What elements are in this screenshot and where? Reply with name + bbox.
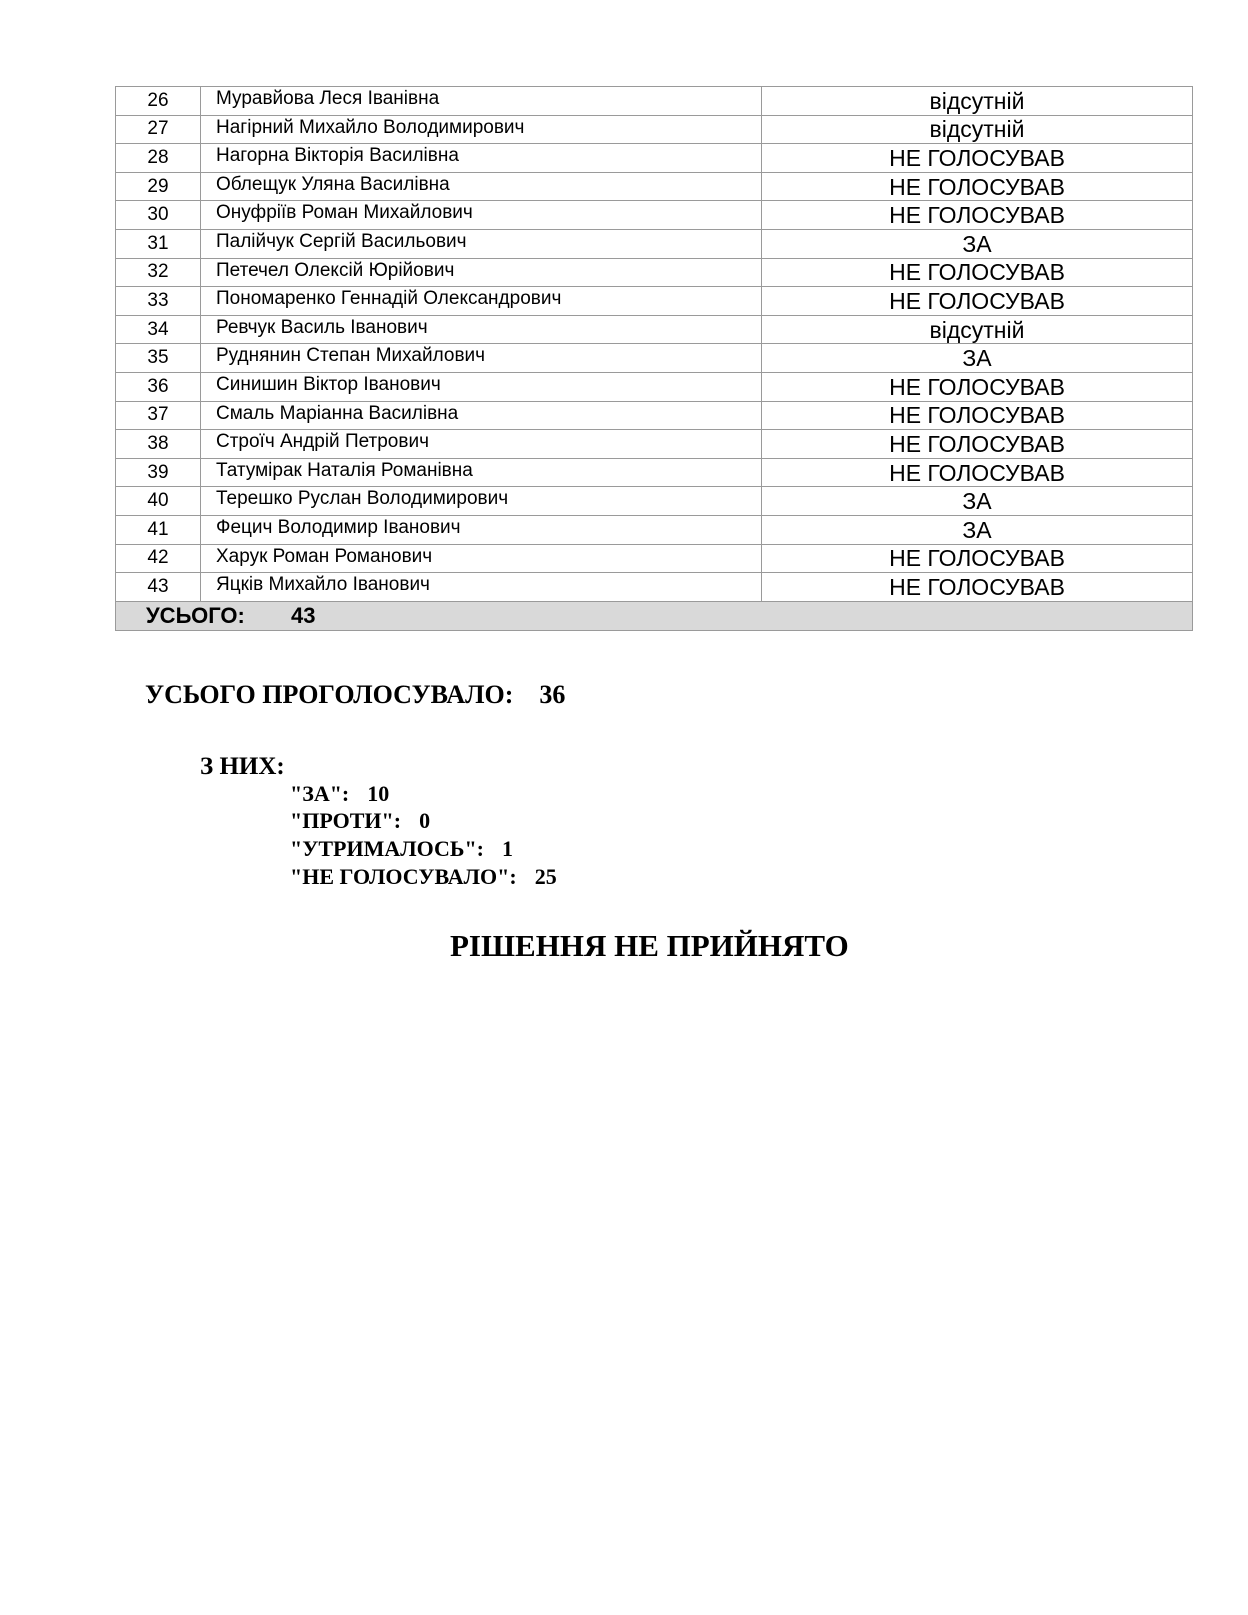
deputy-name: Харук Роман Романович xyxy=(201,544,762,573)
table-row xyxy=(116,87,1193,116)
vote-result: відсутній xyxy=(762,315,1193,344)
table-row xyxy=(116,258,1193,287)
table-row xyxy=(116,115,1193,144)
deputy-name: Петечел Олексій Юрійович xyxy=(201,258,762,287)
breakdown-label: "ПРОТИ": xyxy=(290,808,402,833)
vote-result: НЕ ГОЛОСУВАВ xyxy=(762,372,1193,401)
vote-result: ЗА xyxy=(762,229,1193,258)
deputy-name: Синишин Віктор Іванович xyxy=(201,372,762,401)
row-number: 37 xyxy=(116,401,201,430)
row-number: 43 xyxy=(116,573,201,602)
vote-results-table xyxy=(115,86,1193,631)
row-number: 26 xyxy=(116,87,201,116)
decision-result: РІШЕННЯ НЕ ПРИЙНЯТО xyxy=(450,928,849,963)
table-row xyxy=(116,458,1193,487)
deputy-name: Ревчук Василь Іванович xyxy=(201,315,762,344)
table-row xyxy=(116,401,1193,430)
total-voted-label: УСЬОГО ПРОГОЛОСУВАЛО: xyxy=(145,680,514,709)
breakdown-for xyxy=(290,781,389,807)
deputy-name: Палійчук Сергій Васильович xyxy=(201,229,762,258)
vote-result: ЗА xyxy=(762,487,1193,516)
row-number: 30 xyxy=(116,201,201,230)
breakdown-value: 25 xyxy=(534,864,557,889)
table-total-row xyxy=(116,601,1193,630)
breakdown-value: 1 xyxy=(501,836,513,861)
table-row xyxy=(116,172,1193,201)
vote-result: НЕ ГОЛОСУВАВ xyxy=(762,287,1193,316)
table-row xyxy=(116,144,1193,173)
table-row xyxy=(116,430,1193,459)
deputy-name: Муравйова Леся Іванівна xyxy=(201,87,762,116)
vote-result: НЕ ГОЛОСУВАВ xyxy=(762,401,1193,430)
deputy-name: Строїч Андрій Петрович xyxy=(201,430,762,459)
row-number: 39 xyxy=(116,458,201,487)
vote-result: НЕ ГОЛОСУВАВ xyxy=(762,201,1193,230)
total-label: УСЬОГО: xyxy=(146,602,245,628)
table-row xyxy=(116,201,1193,230)
deputy-name: Нагірний Михайло Володимирович xyxy=(201,115,762,144)
total-value: 43 xyxy=(291,602,316,628)
vote-result: НЕ ГОЛОСУВАВ xyxy=(762,172,1193,201)
table-row xyxy=(116,372,1193,401)
vote-result: відсутній xyxy=(762,87,1193,116)
total-voted-line xyxy=(145,680,565,710)
row-number: 31 xyxy=(116,229,201,258)
breakdown-label: "НЕ ГОЛОСУВАЛО": xyxy=(290,864,517,889)
breakdown-not-voted xyxy=(290,864,557,890)
breakdown-label: "ЗА": xyxy=(290,781,350,806)
vote-result: НЕ ГОЛОСУВАВ xyxy=(762,544,1193,573)
table-row xyxy=(116,544,1193,573)
breakdown-label: "УТРИМАЛОСЬ": xyxy=(290,836,484,861)
row-number: 29 xyxy=(116,172,201,201)
vote-result: НЕ ГОЛОСУВАВ xyxy=(762,144,1193,173)
table-row xyxy=(116,315,1193,344)
vote-result: НЕ ГОЛОСУВАВ xyxy=(762,430,1193,459)
of-them-label: З НИХ: xyxy=(200,753,285,780)
deputy-name: Терешко Руслан Володимирович xyxy=(201,487,762,516)
row-number: 40 xyxy=(116,487,201,516)
row-number: 36 xyxy=(116,372,201,401)
row-number: 41 xyxy=(116,515,201,544)
vote-result: відсутній xyxy=(762,115,1193,144)
breakdown-against xyxy=(290,808,430,834)
table-row xyxy=(116,344,1193,373)
row-number: 28 xyxy=(116,144,201,173)
row-number: 38 xyxy=(116,430,201,459)
deputy-name: Фецич Володимир Іванович xyxy=(201,515,762,544)
breakdown-value: 0 xyxy=(419,808,431,833)
row-number: 35 xyxy=(116,344,201,373)
table-row xyxy=(116,229,1193,258)
deputy-name: Пономаренко Геннадій Олександрович xyxy=(201,287,762,316)
row-number: 34 xyxy=(116,315,201,344)
breakdown-abstained xyxy=(290,836,513,862)
vote-result: НЕ ГОЛОСУВАВ xyxy=(762,573,1193,602)
deputy-name: Нагорна Вікторія Василівна xyxy=(201,144,762,173)
vote-result: ЗА xyxy=(762,344,1193,373)
deputy-name: Онуфріїв Роман Михайлович xyxy=(201,201,762,230)
row-number: 42 xyxy=(116,544,201,573)
table-row xyxy=(116,287,1193,316)
total-voted-value: 36 xyxy=(539,680,566,709)
table-row xyxy=(116,515,1193,544)
vote-result: НЕ ГОЛОСУВАВ xyxy=(762,458,1193,487)
table-row xyxy=(116,487,1193,516)
row-number: 27 xyxy=(116,115,201,144)
breakdown-value: 10 xyxy=(367,781,390,806)
vote-result: ЗА xyxy=(762,515,1193,544)
row-number: 33 xyxy=(116,287,201,316)
row-number: 32 xyxy=(116,258,201,287)
table-row xyxy=(116,573,1193,602)
vote-result: НЕ ГОЛОСУВАВ xyxy=(762,258,1193,287)
deputy-name: Смаль Маріанна Василівна xyxy=(201,401,762,430)
deputy-name: Татумірак Наталія Романівна xyxy=(201,458,762,487)
deputy-name: Облещук Уляна Василівна xyxy=(201,172,762,201)
deputy-name: Яцків Михайло Іванович xyxy=(201,573,762,602)
deputy-name: Руднянин Степан Михайлович xyxy=(201,344,762,373)
